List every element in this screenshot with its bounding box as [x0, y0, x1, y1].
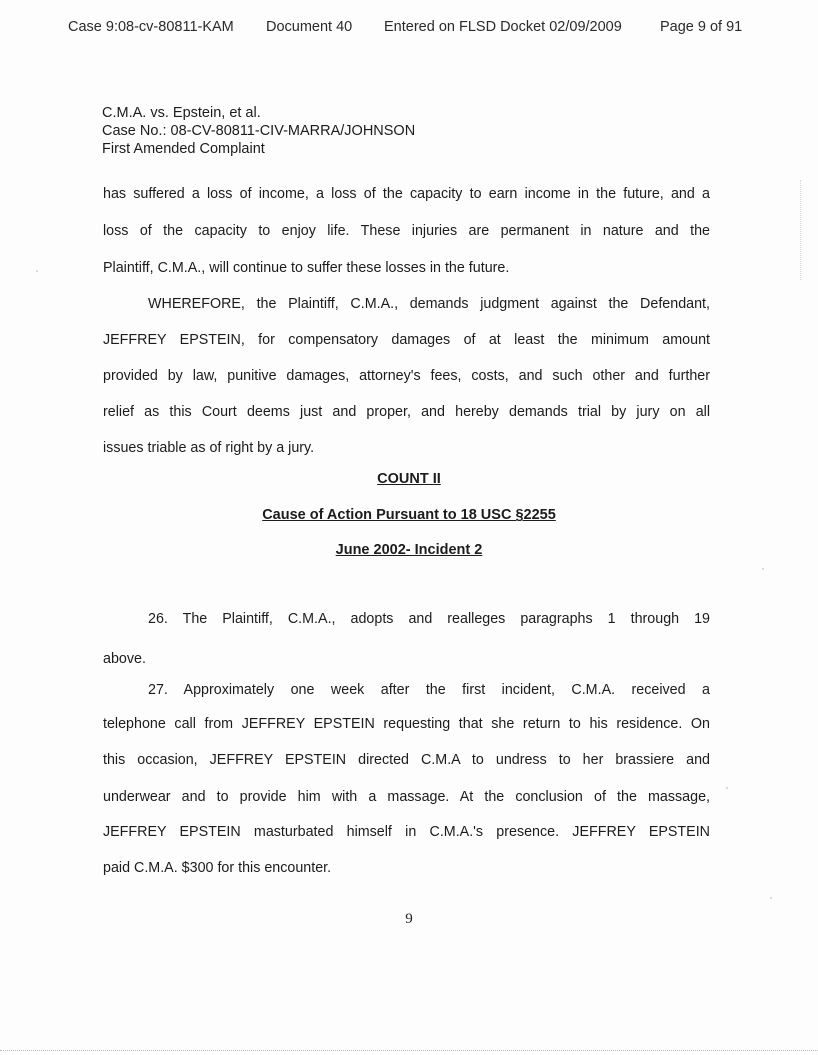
scan-speck: [36, 270, 38, 272]
entered-date: Entered on FLSD Docket 02/09/2009: [384, 19, 622, 35]
text-line: has suffered a loss of income, a loss of the capacity to earn income in the future, and a: [103, 186, 710, 202]
document-number: Document 40: [266, 19, 353, 35]
page-number: 9: [405, 911, 413, 927]
text-line: JEFFREY EPSTEIN, for compensatory damages of at least the minimum amount: [103, 332, 710, 348]
scan-speck: [726, 787, 728, 789]
text-line: 27. Approximately one week after the first incident, C.M.A. received a: [148, 682, 710, 698]
caption-case-no: Case No.: 08-CV-80811-CIV-MARRA/JOHNSON: [102, 123, 416, 139]
incident-heading: June 2002- Incident 2: [335, 542, 483, 558]
text-line: issues triable as of right by a jury.: [103, 440, 315, 456]
text-line: above.: [103, 651, 146, 667]
text-line: provided by law, punitive damages, attorney's fees, costs, and such other and further: [103, 368, 710, 384]
caption-document-title: First Amended Complaint: [102, 141, 265, 157]
scan-margin-artifact: [800, 180, 803, 280]
text-line: 26. The Plaintiff, C.M.A., adopts and realleges paragraphs 1 through 19: [148, 611, 710, 627]
page-of-total: Page 9 of 91: [660, 19, 743, 35]
case-caption: [102, 104, 415, 158]
scan-speck: [762, 568, 764, 570]
text-line: this occasion, JEFFREY EPSTEIN directed C.M.A to undress to her brassiere and: [103, 752, 710, 768]
cause-of-action-heading: Cause of Action Pursuant to 18 USC §2255: [262, 507, 556, 523]
text-line: paid C.M.A. $300 for this encounter.: [103, 860, 332, 876]
text-line: WHEREFORE, the Plaintiff, C.M.A., demands judgment against the Defendant,: [148, 296, 710, 312]
count-heading: COUNT II: [377, 471, 441, 487]
text-line: Plaintiff, C.M.A., will continue to suffer these losses in the future.: [103, 260, 510, 276]
case-number: Case 9:08-cv-80811-KAM: [68, 19, 234, 35]
text-line: JEFFREY EPSTEIN masturbated himself in C.M.A.'s presence. JEFFREY EPSTEIN: [103, 824, 710, 840]
scan-bottom-edge: [0, 1050, 818, 1052]
text-line: underwear and to provide him with a massage. At the conclusion of the massage,: [103, 789, 710, 805]
text-line: loss of the capacity to enjoy life. These injuries are permanent in nature and the: [103, 223, 710, 239]
caption-parties: C.M.A. vs. Epstein, et al.: [102, 105, 261, 121]
text-line: relief as this Court deems just and proper, and hereby demands trial by jury on all: [103, 404, 710, 420]
text-line: telephone call from JEFFREY EPSTEIN requesting that she return to his residence. On: [103, 716, 710, 732]
scan-speck: [770, 897, 772, 899]
